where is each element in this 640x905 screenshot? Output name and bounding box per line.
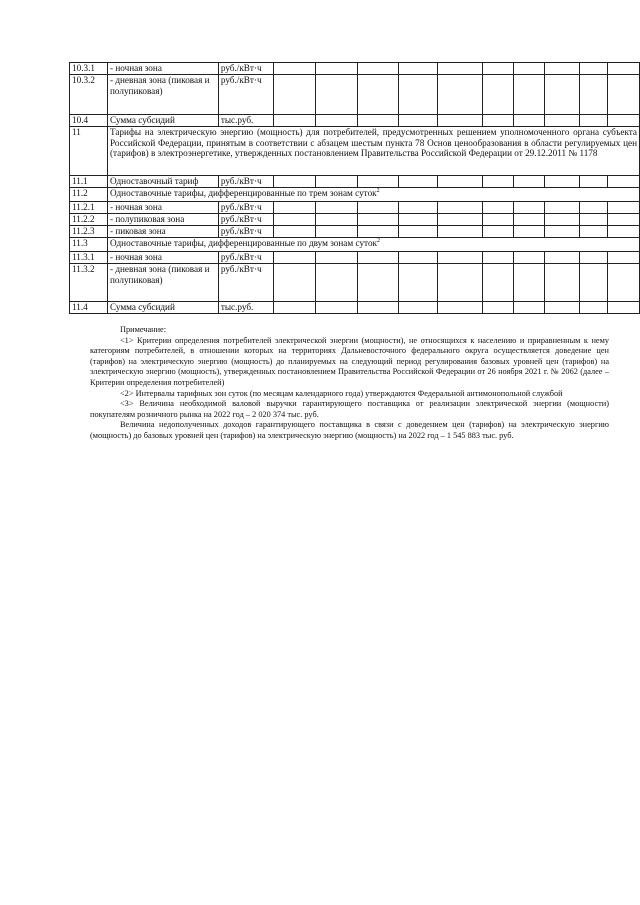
value-cell xyxy=(273,226,315,238)
row-unit: руб./кВт·ч xyxy=(218,63,273,75)
value-cell xyxy=(545,176,580,188)
tariff-table xyxy=(69,62,640,314)
value-cell xyxy=(438,264,483,302)
value-cell xyxy=(514,176,545,188)
row-name: - ночная зона xyxy=(107,63,218,75)
value-cell xyxy=(514,63,545,75)
value-cell xyxy=(357,252,399,264)
value-cell xyxy=(545,115,580,127)
row-unit: руб./кВт·ч xyxy=(218,176,273,188)
value-cell xyxy=(357,214,399,226)
row-number: 11.2.3 xyxy=(70,226,108,238)
row-name: - дневная зона (пиковая и полупиковая) xyxy=(107,264,218,302)
value-cell xyxy=(514,226,545,238)
value-cell xyxy=(607,202,639,214)
value-cell xyxy=(315,75,357,115)
row-name: - ночная зона xyxy=(107,202,218,214)
row-unit: руб./кВт·ч xyxy=(218,202,273,214)
value-cell xyxy=(580,252,608,264)
value-cell xyxy=(545,63,580,75)
value-cell xyxy=(607,75,639,115)
value-cell xyxy=(580,214,608,226)
value-cell xyxy=(483,302,514,314)
value-cell xyxy=(514,75,545,115)
table-row xyxy=(70,302,640,314)
value-cell xyxy=(607,264,639,302)
value-cell xyxy=(607,214,639,226)
table-row xyxy=(70,115,640,127)
value-cell xyxy=(273,63,315,75)
value-cell xyxy=(399,176,438,188)
value-cell xyxy=(607,63,639,75)
section-heading-text: Одноставочные тарифы, дифференцированные по трем зонам суток xyxy=(109,188,377,198)
row-name: Сумма субсидий xyxy=(107,302,218,314)
table-row xyxy=(70,75,640,115)
value-cell xyxy=(357,264,399,302)
note-3: <3> Величина необходимой валовой выручки гарантирующего поставщика от реализации электрической энергии (мощности) покупателям розничного рынка на 2022 год – 2 020 374 тыс. руб. xyxy=(90,399,609,419)
value-cell xyxy=(580,226,608,238)
value-cell xyxy=(580,264,608,302)
row-name: - ночная зона xyxy=(107,252,218,264)
value-cell xyxy=(545,226,580,238)
value-cell xyxy=(438,214,483,226)
table-row xyxy=(70,127,640,176)
value-cell xyxy=(315,63,357,75)
value-cell xyxy=(357,226,399,238)
note-1: <1> Критерии определения потребителей электрической энергии (мощности), не относящихся к населению и приравненным к нему категориям потребителей, в отношении которых на территориях Дальневосточного федерального округа осуществляется доведение цен (тарифов) на электрическую энергию (мощность) до планируемых на следующий период регулирования базовых уровней цен (тарифов) на электрическую энергию (мощность), утвержденных постановлением Правительства Российской Федерации от 26 ноября 2021 г. № 2062 (далее – Критерии определения потребителей) xyxy=(90,335,609,387)
row-unit: тыс.руб. xyxy=(218,115,273,127)
value-cell xyxy=(483,115,514,127)
value-cell xyxy=(580,75,608,115)
value-cell xyxy=(580,115,608,127)
table-row xyxy=(70,252,640,264)
row-number: 10.3.1 xyxy=(70,63,108,75)
footnote-mark: 2 xyxy=(376,187,380,194)
row-number: 10.3.2 xyxy=(70,75,108,115)
value-cell xyxy=(315,115,357,127)
section-heading xyxy=(107,238,639,252)
value-cell xyxy=(357,176,399,188)
table-row xyxy=(70,238,640,252)
section-heading-text: Тарифы на электрическую энергию (мощность) для потребителей, предусмотренных решением уполномоченного органа субъекта Российской Федерации, принятым в соответствии с абзацем шестым пункта 78 Основ ценообразования в области регулируемых цен (тарифов) в электроэнергетике, утвержденных постановлением Правительства Российской Федерации от 29.12.2011 № 1178 xyxy=(109,127,637,159)
value-cell xyxy=(483,264,514,302)
row-unit: руб./кВт·ч xyxy=(218,264,273,302)
value-cell xyxy=(315,302,357,314)
note-2: <2> Интервалы тарифных зон суток (по месяцам календарного года) утверждаются Федеральной антимонопольной службой xyxy=(120,388,563,398)
value-cell xyxy=(438,63,483,75)
value-cell xyxy=(315,252,357,264)
row-name: - полупиковая зона xyxy=(107,214,218,226)
value-cell xyxy=(273,202,315,214)
value-cell xyxy=(545,302,580,314)
note-4: Величина недополученных доходов гарантирующего поставщика в связи с доведением цен (тарифов) на электрическую энергию (мощность) до базовых уровней цен (тарифов) на электрическую энергию (мощность) на 2022 год – 1 545 883 тыс. руб. xyxy=(90,420,609,440)
row-unit: руб./кВт·ч xyxy=(218,252,273,264)
value-cell xyxy=(273,252,315,264)
row-number: 11.2.1 xyxy=(70,202,108,214)
value-cell xyxy=(607,176,639,188)
value-cell xyxy=(315,202,357,214)
row-name: - пиковая зона xyxy=(107,226,218,238)
section-heading xyxy=(107,127,639,176)
value-cell xyxy=(273,115,315,127)
section-heading-text: Одноставочные тарифы, дифференцированные по двум зонам суток xyxy=(109,238,378,248)
value-cell xyxy=(399,202,438,214)
row-unit: руб./кВт·ч xyxy=(218,214,273,226)
value-cell xyxy=(273,264,315,302)
value-cell xyxy=(545,75,580,115)
value-cell xyxy=(483,214,514,226)
value-cell xyxy=(545,252,580,264)
table-row xyxy=(70,202,640,214)
table-row xyxy=(70,226,640,238)
value-cell xyxy=(483,75,514,115)
value-cell xyxy=(483,252,514,264)
value-cell xyxy=(273,75,315,115)
value-cell xyxy=(273,214,315,226)
value-cell xyxy=(273,176,315,188)
value-cell xyxy=(545,202,580,214)
value-cell xyxy=(438,176,483,188)
section-heading xyxy=(107,188,639,202)
value-cell xyxy=(399,264,438,302)
row-name: Сумма субсидий xyxy=(107,115,218,127)
value-cell xyxy=(580,302,608,314)
row-number: 11 xyxy=(70,127,108,176)
value-cell xyxy=(399,75,438,115)
value-cell xyxy=(438,202,483,214)
value-cell xyxy=(399,63,438,75)
value-cell xyxy=(357,75,399,115)
value-cell xyxy=(315,226,357,238)
value-cell xyxy=(580,202,608,214)
notes-title: Примечание: xyxy=(120,325,167,334)
value-cell xyxy=(514,202,545,214)
row-unit: руб./кВт·ч xyxy=(218,226,273,238)
row-number: 11.3.1 xyxy=(70,252,108,264)
row-number: 11.4 xyxy=(70,302,108,314)
value-cell xyxy=(399,226,438,238)
value-cell xyxy=(438,226,483,238)
footnote-mark: 2 xyxy=(377,237,381,244)
value-cell xyxy=(607,115,639,127)
value-cell xyxy=(545,264,580,302)
value-cell xyxy=(438,252,483,264)
table-row xyxy=(70,264,640,302)
value-cell xyxy=(315,264,357,302)
value-cell xyxy=(483,202,514,214)
row-number: 11.3.2 xyxy=(70,264,108,302)
value-cell xyxy=(607,226,639,238)
value-cell xyxy=(399,252,438,264)
value-cell xyxy=(273,302,315,314)
row-number: 11.2 xyxy=(70,188,108,202)
value-cell xyxy=(514,214,545,226)
value-cell xyxy=(399,214,438,226)
value-cell xyxy=(483,226,514,238)
table-row xyxy=(70,63,640,75)
row-number: 10.4 xyxy=(70,115,108,127)
value-cell xyxy=(315,176,357,188)
table-row xyxy=(70,176,640,188)
value-cell xyxy=(438,75,483,115)
value-cell xyxy=(607,252,639,264)
value-cell xyxy=(545,214,580,226)
row-unit: руб./кВт·ч xyxy=(218,75,273,115)
value-cell xyxy=(357,202,399,214)
value-cell xyxy=(357,302,399,314)
value-cell xyxy=(357,115,399,127)
notes-section xyxy=(90,325,609,442)
table-row xyxy=(70,214,640,226)
value-cell xyxy=(514,264,545,302)
value-cell xyxy=(483,63,514,75)
value-cell xyxy=(580,176,608,188)
row-number: 11.2.2 xyxy=(70,214,108,226)
table-row xyxy=(70,188,640,202)
value-cell xyxy=(399,302,438,314)
row-name: Одноставочный тариф xyxy=(107,176,218,188)
value-cell xyxy=(438,115,483,127)
value-cell xyxy=(399,115,438,127)
row-number: 11.3 xyxy=(70,238,108,252)
row-name: - дневная зона (пиковая и полупиковая) xyxy=(107,75,218,115)
value-cell xyxy=(315,214,357,226)
row-unit: тыс.руб. xyxy=(218,302,273,314)
row-number: 11.1 xyxy=(70,176,108,188)
value-cell xyxy=(607,302,639,314)
value-cell xyxy=(514,115,545,127)
value-cell xyxy=(438,302,483,314)
value-cell xyxy=(514,252,545,264)
value-cell xyxy=(483,176,514,188)
value-cell xyxy=(580,63,608,75)
value-cell xyxy=(514,302,545,314)
value-cell xyxy=(357,63,399,75)
